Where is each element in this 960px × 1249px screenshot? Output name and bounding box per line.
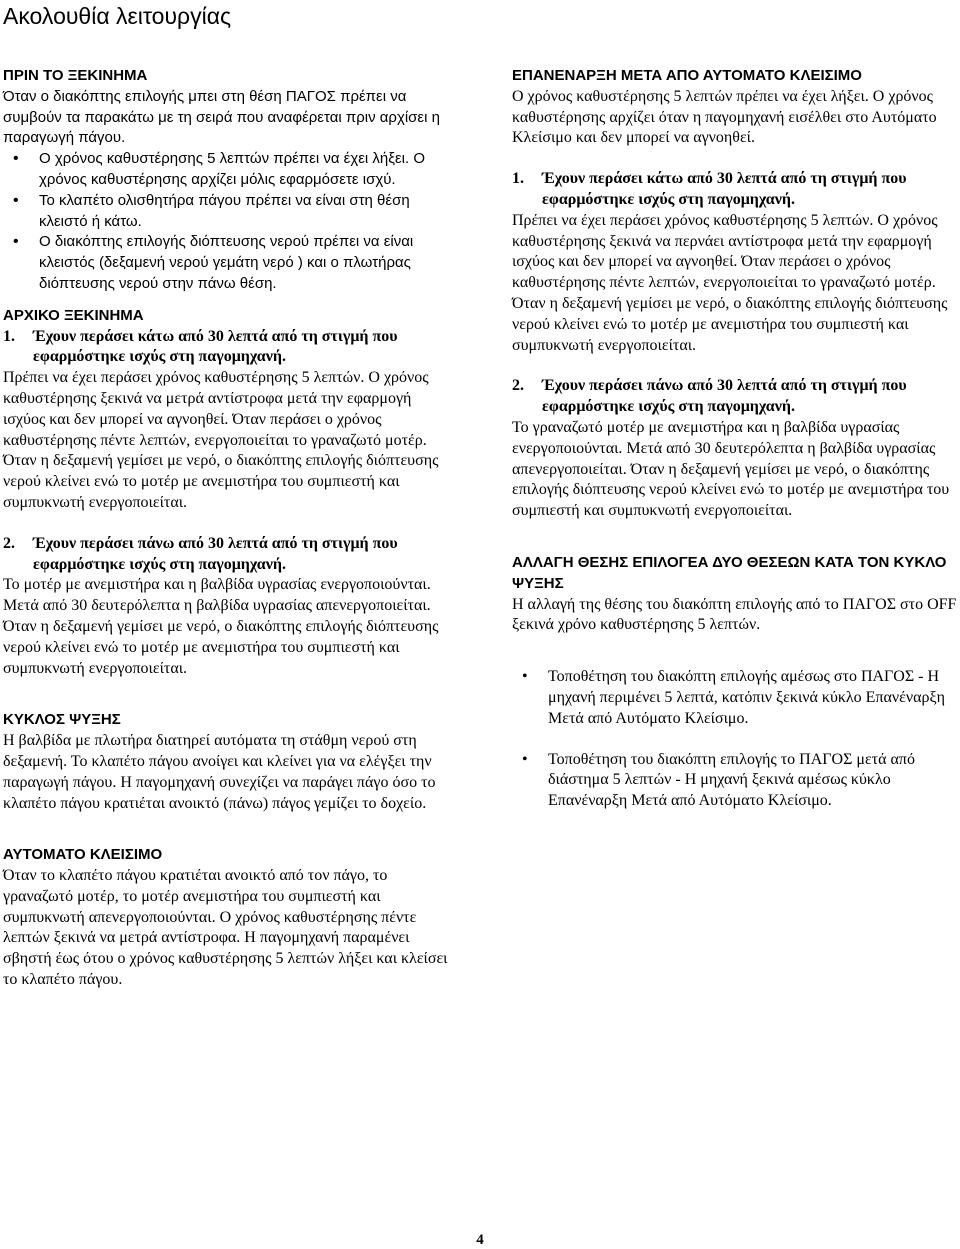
item-body: Πρέπει να έχει περάσει χρόνος καθυστέρησης 5 λεπτών. Ο χρόνος καθυστέρησης ξεκινά να περνάει αντίστροφα μετά την εφαρμογή ισχύος και δεν μπορεί να αγνοηθεί. Όταν περάσει ο χρόνος καθυστέρησης πέντε λεπτών, ενεργοποιείται το γραναζωτό μοτέρ. Όταν η δεξαμενή γεμίσει με νερό, ο διακόπτης επιλογής διόπτευσης νερού κλείνει ενώ το μοτέρ με ανεμιστήρα του συμπιεστή και συμπυκνωτή ενεργοποιείται.	[512, 211, 948, 354]
bullet-item: • Ο διακόπτης επιλογής διόπτευσης νερού πρέπει να είναι κλειστός (δεξαμενή νερού γεμάτη νερό ) και ο πλωτήρας διόπτευσης νερού στην πάνω θέση.	[39, 232, 455, 294]
bullet-list	[3, 149, 455, 295]
section-heading: ΠΡΙΝ ΤΟ ΞΕΚΙΝΗΜΑ	[3, 67, 148, 84]
section-heading: ΚΥΚΛΟΣ ΨΥΞΗΣ	[3, 711, 121, 729]
item-heading: Έχουν περάσει πάνω από 30 λεπτά από τη στιγμή που εφαρμόστηκε ισχύς στη παγομηχανή.	[542, 377, 907, 416]
section-intro: Η αλλαγή της θέσης του διακόπτη επιλογής από το ΠΑΓΟΣ στο OFF ξεκινά χρόνο καθυστέρησης 5 λεπτών.	[512, 595, 957, 634]
right-column	[512, 66, 958, 812]
section-heading: ΑΡΧΙΚΟ ΞΕΚΙΝΗΜΑ	[3, 306, 144, 324]
item-number: 2.	[512, 377, 524, 395]
section-body: Η βαλβίδα με πλωτήρα διατηρεί αυτόματα τη στάθμη νερού στη δεξαμενή. Το κλαπέτο πάγου ανοίγει και κλείνει για να ελέγξει την παραγωγή πάγου. Η παγομηχανή συνεχίζει να παράγει πάγο όσο το κλαπέτο πάγου κρατιέται ανοικτό (πάνω) πάγος γεμίζει το δοχείο.	[3, 732, 436, 812]
item-number: 1.	[512, 170, 524, 188]
section-cooling-cycle	[3, 710, 455, 814]
section-intro: Ο χρόνος καθυστέρησης 5 λεπτών πρέπει να έχει λήξει. Ο χρόνος καθυστέρησης αρχίζει όταν η παγομηχανή εισέλθει στο Αυτόματο Κλείσιμο και δεν μπορεί να αγνοηθεί.	[512, 87, 937, 147]
item-body: Πρέπει να έχει περάσει χρόνος καθυστέρησης 5 λεπτών. Ο χρόνος καθυστέρησης ξεκινά να μετρά αντίστροφα μετά την εφαρμογή ισχύος και δεν μπορεί να αγνοηθεί. Όταν περάσει ο χρόνος καθυστέρησης πέντε λεπτών, ενεργοποιείται το γραναζωτό μοτέρ. Όταν η δεξαμενή γεμίσει με νερό, ο διακόπτης επιλογής διόπτευσης νερού κλείνει ενώ το μοτέρ με ανεμιστήρα του συμπιεστή και συμπυκνωτή ενεργοποιείται.	[3, 369, 439, 511]
section-heading: ΑΥΤΟΜΑΤΟ ΚΛΕΙΣΙΜΟ	[3, 846, 163, 864]
item-number: 1.	[3, 327, 15, 345]
bullet-item: • Τοποθέτηση του διακόπτη επιλογής αμέσως στο ΠΑΓΟΣ - Η μηχανή περιμένει 5 λεπτά, κατόπιν ξεκινά κύκλο Επανέναρξη Μετά από Αυτόματο Κλείσιμο.	[548, 667, 958, 729]
bullet-item: • Ο χρόνος καθυστέρησης 5 λεπτών πρέπει να έχει λήξει. Ο χρόνος καθυστέρησης αρχίζει μόλις εφαρμόσετε ισχύ.	[39, 149, 455, 191]
item-heading: Έχουν περάσει πάνω από 30 λεπτά από τη στιγμή που εφαρμόστηκε ισχύς στη παγομηχανή.	[33, 534, 398, 573]
item-number: 2.	[3, 534, 15, 552]
section-auto-shutdown	[3, 845, 455, 991]
section-before-start	[3, 66, 455, 295]
section-intro: Όταν ο διακόπτης επιλογής μπει στη θέση ΠΑΓΟΣ πρέπει να συμβούν τα παρακάτω με τη σειρά που αναφέρεται πριν αρχίσει η παραγωγή πάγου.	[3, 87, 440, 147]
page-number: 4	[476, 1232, 484, 1248]
numbered-item	[512, 376, 958, 522]
item-heading: Έχουν περάσει κάτω από 30 λεπτά από τη στιγμή που εφαρμόστηκε ισχύς στη παγομηχανή.	[542, 170, 907, 208]
bullet-item: • Το κλαπέτο ολισθητήρα πάγου πρέπει να είναι στη θέση κλειστό ή κάτω.	[39, 191, 455, 233]
section-restart	[512, 66, 958, 522]
section-heading: ΑΛΛΑΓΗ ΘΕΣΗΣ ΕΠΙΛΟΓΕΑ ΔΥΟ ΘΕΣΕΩΝ ΚΑΤΑ ΤΟΝ ΚΥΚΛΟ ΨΥΞΗΣ	[512, 553, 947, 592]
numbered-item	[3, 534, 455, 680]
page-title: Ακολουθία λειτουργίας	[3, 3, 232, 29]
item-body: Το γραναζωτό μοτέρ με ανεμιστήρα και η βαλβίδα υγρασίας ενεργοποιούνται. Μετά από 30 δευτερόλεπτα η βαλβίδα υγρασίας απενεργοποιείται. Όταν η δεξαμενή γεμίσει με νερό, ο διακόπτης επιλογής διόπτευσης νερού κλείνει ενώ το μοτέρ με ανεμιστήρα του συμπιεστή και συμπυκνωτή ενεργοποιείται.	[512, 418, 950, 520]
numbered-item	[3, 327, 455, 514]
bullet-list	[512, 667, 958, 812]
item-body: Το μοτέρ με ανεμιστήρα και η βαλβίδα υγρασίας ενεργοποιούνται. Μετά από 30 δευτερόλεπτα η βαλβίδα υγρασίας απενεργοποιείται. Όταν η δεξαμενή γεμίσει με νερό, ο διακόπτης επιλογής διόπτευσης νερού κλείνει ενώ το μοτέρ με ανεμιστήρα του συμπιεστή και συμπυκνωτή ενεργοποιείται.	[3, 576, 439, 677]
numbered-item	[512, 169, 958, 356]
bullet-item: • Τοποθέτηση του διακόπτη επιλογής το ΠΑΓΟΣ μετά από διάστημα 5 λεπτών - Η μηχανή ξεκινά αμέσως κύκλο Επανέναρξη Μετά από Αυτόματο Κλείσιμο.	[548, 750, 958, 812]
left-column	[3, 66, 455, 991]
section-switch-change	[512, 553, 958, 812]
item-heading: Έχουν περάσει κάτω από 30 λεπτά από τη στιγμή που εφαρμόστηκε ισχύς στη παγομηχανή.	[33, 327, 398, 366]
section-body: Όταν το κλαπέτο πάγου κρατιέται ανοικτό από τον πάγο, το γραναζωτό μοτέρ, το μοτέρ ανεμιστήρα του συμπιεστή και συμπυκνωτή απενεργοποιούνται. Ο χρόνος καθυστέρησης πέντε λεπτών ξεκινά να μετρά αντίστροφα. Η παγομηχανή παραμένει σβηστή έως ότου ο χρόνος καθυστέρησης 5 λεπτών λήξει και κλείσει το κλαπέτο πάγου.	[3, 867, 448, 989]
section-heading: ΕΠΑΝΕΝΑΡΞΗ ΜΕΤΑ ΑΠΟ ΑΥΤΟΜΑΤΟ ΚΛΕΙΣΙΜΟ	[512, 67, 862, 84]
section-initial-start	[3, 306, 455, 680]
